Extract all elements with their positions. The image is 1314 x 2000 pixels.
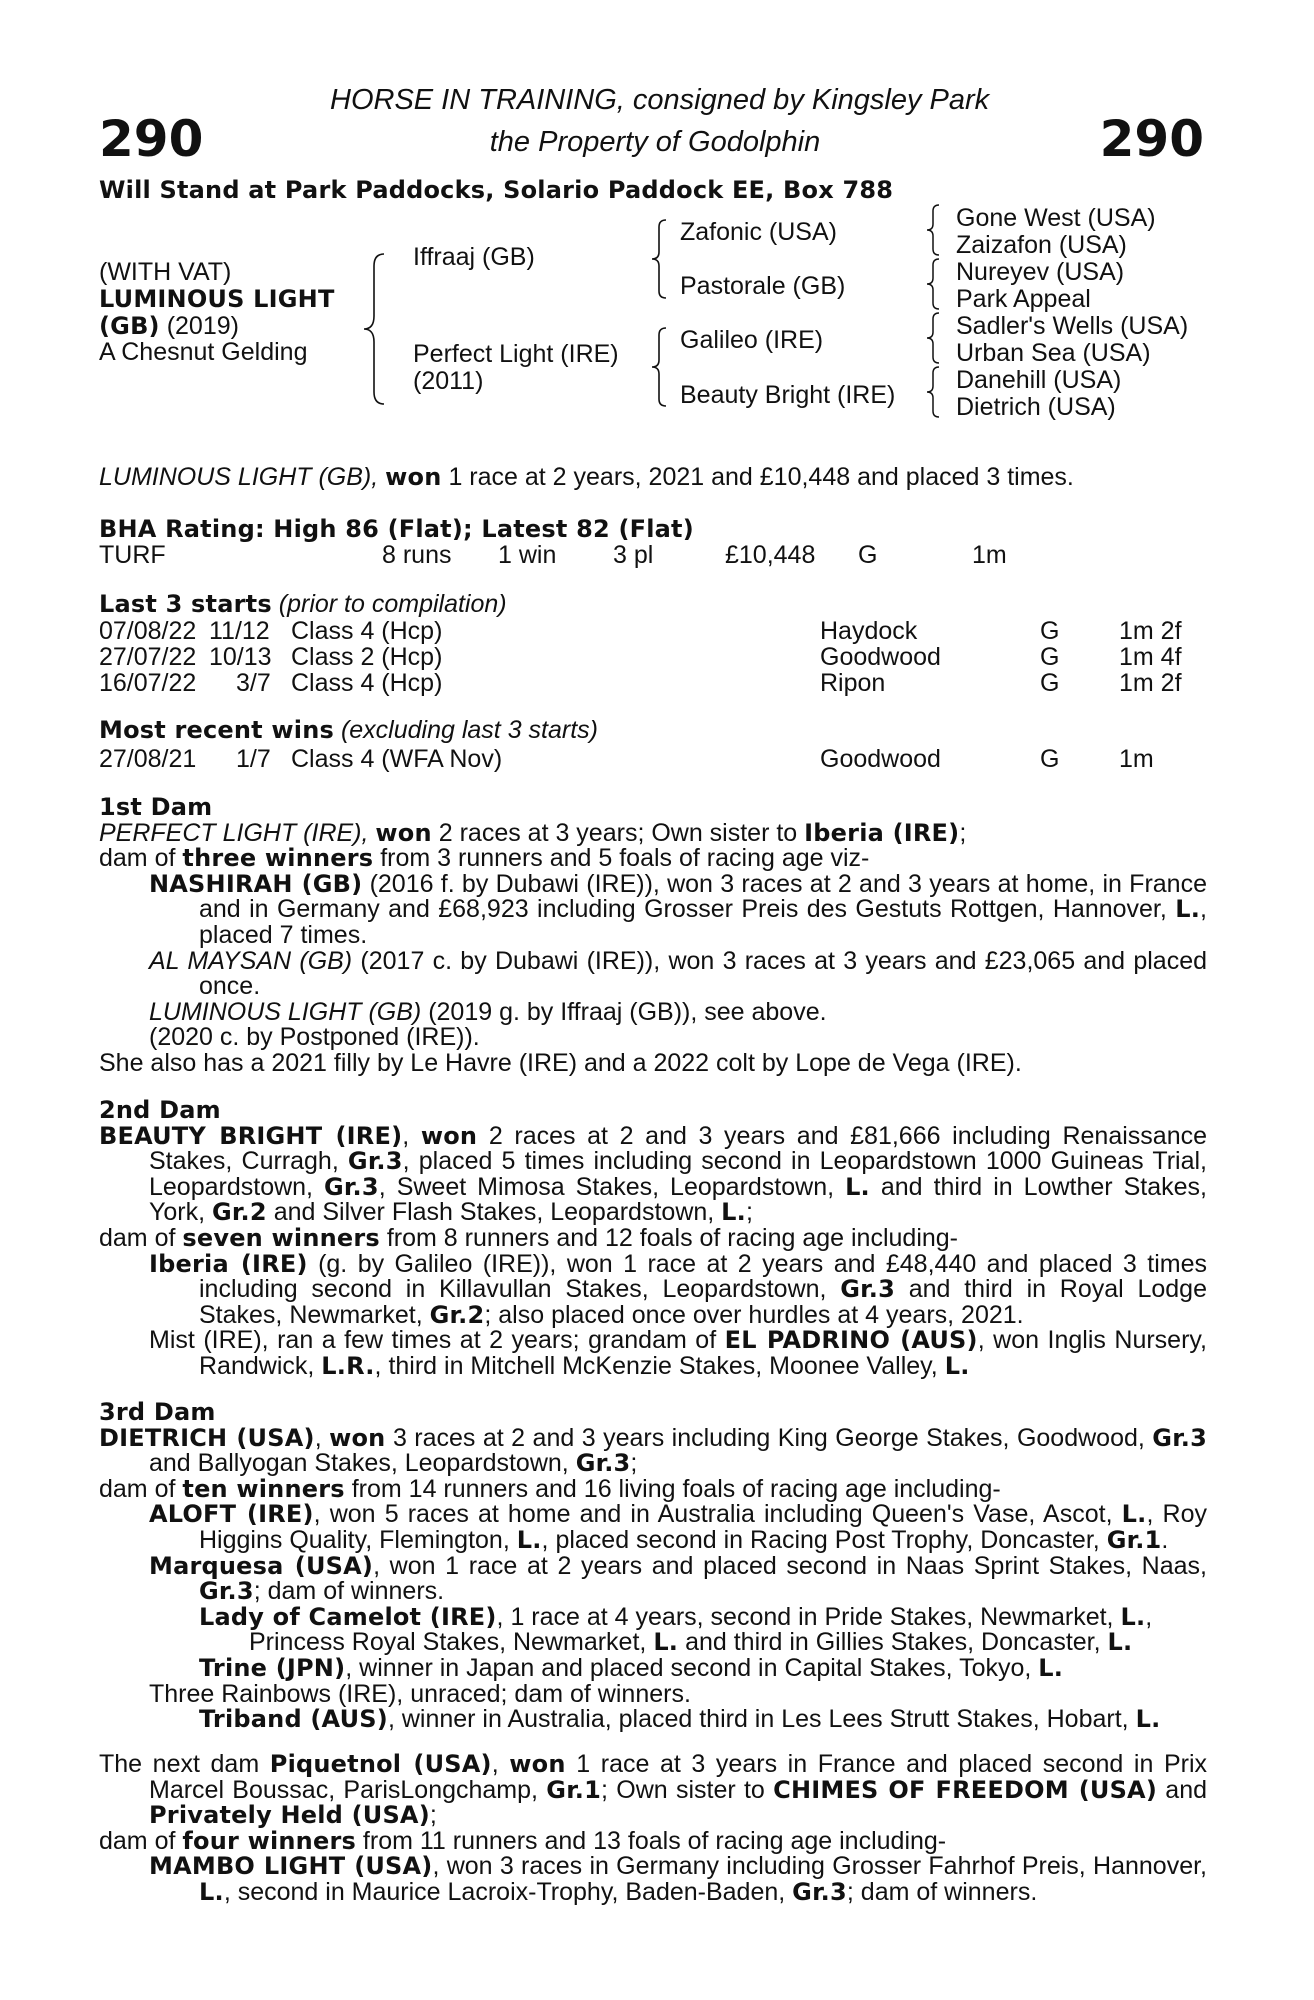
- granddam-maternal: Beauty Bright (IRE): [680, 381, 896, 409]
- ancestor-1: Gone West (USA): [956, 204, 1156, 232]
- bha-rating: BHA Rating: High 86 (Flat); Latest 82 (Flat): [99, 515, 694, 543]
- brace-gen2-bottom: [650, 326, 670, 408]
- brace-gen3-4: [925, 365, 943, 419]
- lot-number-left: 290: [99, 110, 204, 168]
- brace-gen2-top: [650, 218, 670, 300]
- start-row: 27/07/22 10/13 Class 2 (Hcp) Goodwood G 1m 4f: [99, 643, 1182, 671]
- ancestor-4: Park Appeal: [956, 285, 1091, 313]
- start-row: 07/08/22 11/12 Class 4 (Hcp) Haydock G 1m 2f: [99, 617, 1182, 645]
- dam-year: (2011): [413, 367, 484, 395]
- section-title: 2nd Dam: [99, 1096, 221, 1124]
- progeny-entry: Lady of Camelot (IRE), 1 race at 4 years, second in Pride Stakes, Newmarket, L., Princess Royal Stakes, Newmarket, L. and third in Gillies Stakes, Doncaster, L.: [199, 1602, 1153, 1657]
- lot-number-right: 290: [1099, 110, 1204, 168]
- ancestor-3: Nureyev (USA): [956, 258, 1125, 286]
- race-summary: LUMINOUS LIGHT (GB), won 1 race at 2 years, 2021 and £10,448 and placed 3 times.: [99, 463, 1074, 491]
- ancestor-2: Zaizafon (USA): [956, 231, 1127, 259]
- brace-gen3-3: [925, 311, 943, 365]
- property-line: the Property of Godolphin: [489, 126, 821, 158]
- ancestor-5: Sadler's Wells (USA): [956, 312, 1189, 340]
- next-dam-section: The next dam Piquetnol (USA), won 1 race at 3 years in France and placed second in Prix Marcel Boussac, ParisLongchamp, Gr.1; Own sister to CHIMES OF FREEDOM (USA) and Privately Held (USA); dam of four winners from 11 runners and 13 foals of racing age including- MAMBO LIGHT (USA), won 3 races in Germany including Grosser Fahrhof Preis, Hannover, L., second in Maurice Lacroix-Trophy, Baden-Baden, Gr.3; dam of winners.: [99, 1750, 1208, 1906]
- vat-note: (WITH VAT): [99, 258, 232, 286]
- first-dam-section: 1st Dam PERFECT LIGHT (IRE), won 2 races at 3 years; Own sister to Iberia (IRE); dam of three winners from 3 runners and 5 foals of racing age viz- NASHIRAH (GB) (2016 f. by Dubawi (IRE)), won 3 races at 2 and 3 years at home, in France and in Germany and £68,923 including Grosser Preis des Gestuts Rottgen, Hannover, L., placed 7 times. AL MAYSAN (GB) (2017 c. by Dubawi (IRE)), won 3 races at 3 years and £23,065 and placed once. LUMINOUS LIGHT (GB) (2019 g. by Iffraaj (GB)), see above. (2020 c. by Postponed (IRE)). She also has a 2021 filly by Le Havre (IRE) and a 2022 colt by Lope de Vega (IRE).: [99, 793, 1208, 1077]
- progeny-entry: Triband (AUS), winner in Australia, placed third in Les Lees Strutt Stakes, Hobart, L.: [199, 1705, 1161, 1734]
- sire: Iffraaj (GB): [413, 243, 535, 271]
- progeny-entry: (2020 c. by Postponed (IRE)).: [149, 1023, 480, 1052]
- grandsire-paternal: Zafonic (USA): [680, 218, 837, 246]
- last-3-heading: Last 3 starts (prior to compilation): [99, 590, 507, 618]
- horse-country: (GB): [99, 312, 160, 340]
- horse-origin: [99, 312, 239, 341]
- progeny-entry: LUMINOUS LIGHT (GB) (2019 g. by Iffraaj (GB)), see above.: [149, 997, 827, 1026]
- progeny-entry: Trine (JPN), winner in Japan and placed second in Capital Stakes, Tokyo, L.: [199, 1653, 1064, 1682]
- consignment-line: HORSE IN TRAINING, consigned by Kingsley Park: [330, 84, 990, 116]
- granddam-paternal: Pastorale (GB): [680, 272, 846, 300]
- start-row: 16/07/22 3/7 Class 4 (Hcp) Ripon G 1m 2f: [99, 669, 1182, 697]
- recent-wins-heading: Most recent wins (excluding last 3 starts): [99, 716, 598, 744]
- progeny-entry: Iberia (IRE) (g. by Galileo (IRE)), won 1 race at 2 years and £48,440 and placed 3 times including second in Killavullan Stakes, Leopardstown, Gr.3 and third in Royal Lodge Stakes, Newmarket, Gr.2; also placed once over hurdles at 4 years, 2021.: [149, 1249, 1207, 1329]
- brace-gen3-2: [925, 257, 943, 311]
- progeny-entry: MAMBO LIGHT (USA), won 3 races in Germany including Grosser Fahrhof Preis, Hannover, L., second in Maurice Lacroix-Trophy, Baden-Baden, Gr.3; dam of winners.: [149, 1852, 1207, 1906]
- progeny-entry: Mist (IRE), ran a few times at 2 years; grandam of EL PADRINO (AUS), won Inglis Nursery, Randwick, L.R., third in Mitchell McKenzie Stakes, Moonee Valley, L.: [149, 1326, 1208, 1380]
- horse-year: (2019): [166, 312, 239, 340]
- brace-gen3-1: [925, 203, 943, 257]
- grandsire-maternal: Galileo (IRE): [680, 326, 824, 354]
- turf-record: TURF 8 runs 1 win 3 pl £10,448 G 1m: [99, 541, 1007, 569]
- second-dam-section: 2nd Dam BEAUTY BRIGHT (IRE), won 2 races at 2 and 3 years and £81,666 including Renaissance Stakes, Curragh, Gr.3, placed 5 times including second in Leopardstown 1000 Guineas Trial, Leopardstown, Gr.3, Sweet Mimosa Stakes, Leopardstown, L. and third in Lowther Stakes, York, Gr.2 and Silver Flash Stakes, Leopardstown, L.; dam of seven winners from 8 runners and 12 foals of racing age including- Iberia (IRE) (g. by Galileo (IRE)), won 1 race at 2 years and £48,440 and placed 3 times including second in Killavullan Stakes, Leopardstown, Gr.3 and third in Royal Lodge Stakes, Newmarket, Gr.2; also placed once over hurdles at 4 years, 2021. Mist (IRE), ran a few times at 2 years; grandam of EL PADRINO (AUS), won Inglis Nursery, Randwick, L.R., third in Mitchell McKenzie Stakes, Moonee Valley, L.: [99, 1096, 1208, 1380]
- progeny-entry: AL MAYSAN (GB) (2017 c. by Dubawi (IRE)), won 3 races at 3 years and £23,065 and placed once.: [149, 946, 1208, 1001]
- section-title: 1st Dam: [99, 793, 213, 821]
- progeny-entry: Three Rainbows (IRE), unraced; dam of winners.: [149, 1679, 691, 1708]
- ancestor-6: Urban Sea (USA): [956, 339, 1151, 367]
- dam: Perfect Light (IRE): [413, 340, 619, 368]
- ancestor-7: Danehill (USA): [956, 366, 1122, 394]
- progeny-entry: NASHIRAH (GB) (2016 f. by Dubawi (IRE)), won 3 races at 2 and 3 years at home, in France and in Germany and £68,923 including Grosser Preis des Gestuts Rottgen, Hannover, L., placed 7 times.: [149, 869, 1207, 949]
- progeny-entry: ALOFT (IRE), won 5 races at home and in Australia including Queen's Vase, Ascot, L., Roy Higgins Quality, Flemington, L., placed second in Racing Post Trophy, Doncaster, Gr.1.: [149, 1500, 1207, 1554]
- horse-name: LUMINOUS LIGHT: [99, 285, 335, 313]
- horse-description: A Chesnut Gelding: [99, 338, 308, 366]
- third-dam-section: 3rd Dam DIETRICH (USA), won 3 races at 2 and 3 years including King George Stakes, Goodwood, Gr.3 and Ballyogan Stakes, Leopardstown, Gr.3; dam of ten winners from 14 runners and 16 living foals of racing age including- ALOFT (IRE), won 5 races at home and in Australia including Queen's Vase, Ascot, L., Roy Higgins Quality, Flemington, L., placed second in Racing Post Trophy, Doncaster, Gr.1. Marquesa (USA), won 1 race at 2 years and placed second in Naas Sprint Stakes, Naas, Gr.3; dam of winners. Lady of Camelot (IRE), 1 race at 4 years, second in Pride Stakes, Newmarket, L., Princess Royal Stakes, Newmarket, L. and third in Gillies Stakes, Doncaster, L. Trine (JPN), winner in Japan and placed second in Capital Stakes, Tokyo, L. Three Rainbows (IRE), unraced; dam of winners. Triband (AUS), winner in Australia, placed third in Les Lees Strutt Stakes, Hobart, L.: [99, 1398, 1208, 1734]
- brace-gen1: [362, 252, 392, 406]
- ancestor-8: Dietrich (USA): [956, 393, 1116, 421]
- win-row: 27/08/21 1/7 Class 4 (WFA Nov) Goodwood G 1m: [99, 745, 1154, 773]
- progeny-entry: Marquesa (USA), won 1 race at 2 years and placed second in Naas Sprint Stakes, Naas, Gr.3; dam of winners.: [149, 1551, 1207, 1606]
- section-title: 3rd Dam: [99, 1398, 216, 1426]
- stand-location: Will Stand at Park Paddocks, Solario Paddock EE, Box 788: [99, 176, 894, 204]
